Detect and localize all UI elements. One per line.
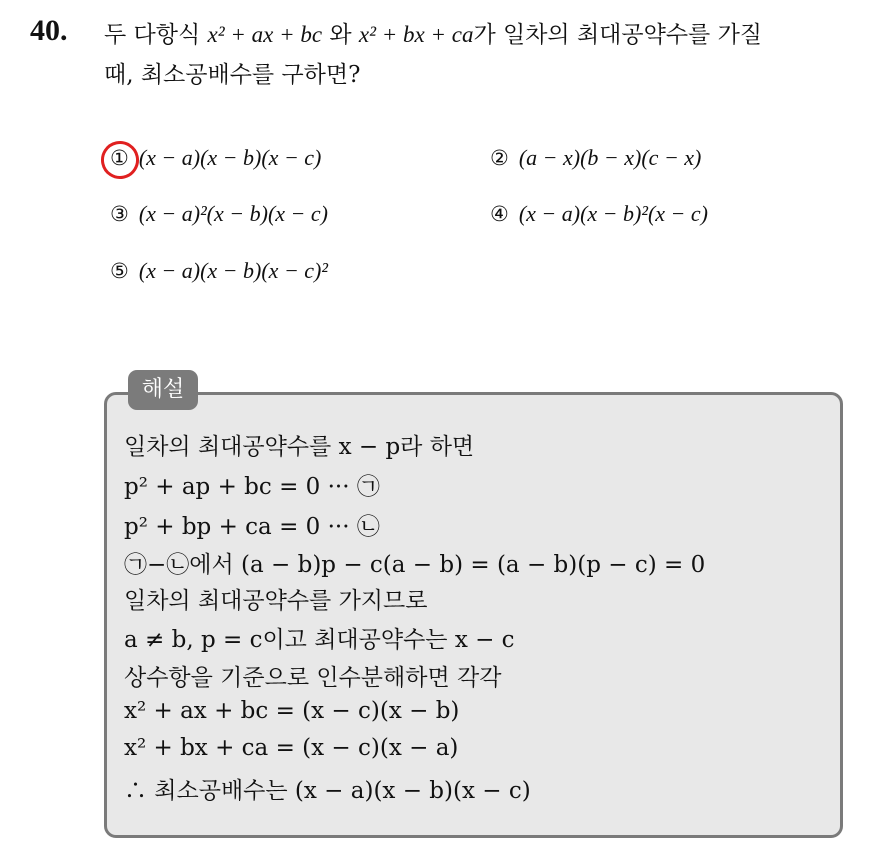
choice-3-expr: (x − a)²(x − b)(x − c) <box>138 201 328 226</box>
choice-1-marker: ① <box>110 146 129 170</box>
polynomial-1: x² + ax + bc <box>207 22 323 47</box>
choice-4[interactable] <box>490 201 708 227</box>
choice-4-marker: ④ <box>490 202 509 226</box>
solution-line-3: p² + bp + ca = 0 ··· ㉡ <box>124 514 380 540</box>
solution-line-6: a ≠ b, p = c이고 최대공약수는 x − c <box>124 627 515 653</box>
choice-5[interactable] <box>110 258 328 284</box>
choice-2[interactable] <box>490 145 701 171</box>
question-line-1 <box>104 16 762 49</box>
question-text-suffix: 가 일차의 최대공약수를 가질 <box>473 22 763 48</box>
question-number: 40. <box>30 14 68 47</box>
choice-5-marker: ⑤ <box>110 259 129 283</box>
solution-line-5: 일차의 최대공약수를 가지므로 <box>124 588 428 614</box>
choice-3-marker: ③ <box>110 202 129 226</box>
question-line-2: 때, 최소공배수를 구하면? <box>104 62 361 88</box>
choice-3[interactable] <box>110 201 328 227</box>
solution-line-2: p² + ap + bc = 0 ··· ㉠ <box>124 474 380 500</box>
choice-2-marker: ② <box>490 146 509 170</box>
solution-line-10: ∴ 최소공배수는 (x − a)(x − b)(x − c) <box>124 778 531 804</box>
choice-2-expr: (a − x)(b − x)(c − x) <box>518 145 702 170</box>
question-text-prefix: 두 다항식 <box>104 22 208 48</box>
choice-4-expr: (x − a)(x − b)²(x − c) <box>518 201 708 226</box>
solution-line-7: 상수항을 기준으로 인수분해하면 각각 <box>124 665 502 691</box>
solution-tag: 해설 <box>128 370 198 410</box>
polynomial-2: x² + bx + ca <box>358 22 474 47</box>
solution-line-1: 일차의 최대공약수를 x − p라 하면 <box>124 434 475 460</box>
solution-line-9: x² + bx + ca = (x − c)(x − a) <box>124 735 459 761</box>
solution-line-4: ㉠−㉡에서 (a − b)p − c(a − b) = (a − b)(p − c) = 0 <box>124 552 706 578</box>
choice-1-expr: (x − a)(x − b)(x − c) <box>138 145 322 170</box>
solution-line-8: x² + ax + bc = (x − c)(x − b) <box>124 698 460 724</box>
choice-1[interactable] <box>110 145 321 171</box>
question-text-mid: 와 <box>322 22 359 48</box>
choice-5-expr: (x − a)(x − b)(x − c)² <box>138 258 328 283</box>
